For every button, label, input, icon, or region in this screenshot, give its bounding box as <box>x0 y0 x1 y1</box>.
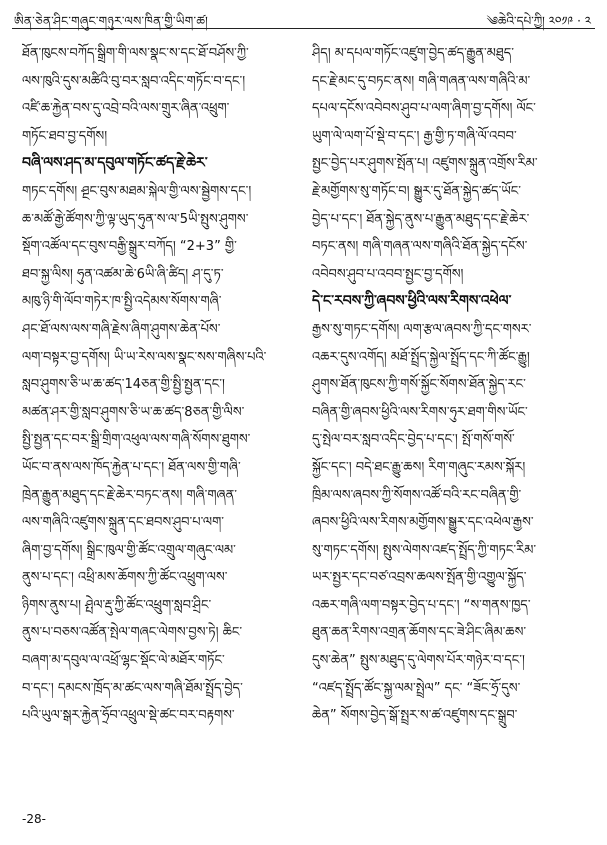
text-line: མཁུ་ཉི་གི་ལོབ་གཏེར་ཁ་སྤྱི་འདེམས་སོགས་གཞི་ <box>22 294 222 310</box>
text-line: ཤུགས་ཐོན་ཁུངས་ཀྱི་གསོ་སྐྱོང་སོགས་ཐོན་སྐྱེད་རང་ <box>312 377 526 393</box>
text-line: ཐོན་ཁུངས་བཀོད་སྒྲིག་གི་ལས་སྣང་ས་དང་ཐོ་བཤོས་ཀྱི་ <box>22 46 249 61</box>
text-line: ཆེན” སོགས་བྱེད་སྒོ་སྤྲར་ས་ཚ་འཛུགས་དང་སྒྲུབ་ <box>312 708 518 724</box>
journal-title: ཨིན་ཅེན་ཤིང་གཞུང་གཉུར་ལས་ཁིན་གྱི་ཡིག་ཚ། <box>14 14 209 28</box>
issue-number: ༄ཆེའི་དཔེ་ཀྱི། ༢༠༡༩ · ༢ <box>486 14 591 28</box>
text-line: སྤྱི་སྤྱན་དང་བར་སྒྲི་གྲིག་འཕུལ་ལས་གཞི་སོགས་ཐུགས་ <box>22 432 251 448</box>
text-line: སླབ་ཤུགས་ཅི་ཡ་ཆ་ཚད་14ཅན་གྱི་སྤྱི་སྤྱན་དང་། <box>22 377 225 393</box>
text-line: ཡོང་བ་ནས་ལས་ཁོད་རྐྱེན་པ་དང་། ཐོན་ལས་གྱི་གཞི་ <box>22 459 241 475</box>
running-header <box>0 0 607 30</box>
text-line: ཆ་མཚོ་རྒྱེ་ཚོགས་ཀྱི་ལྟ་ཡུད་ཧུན་ས་ལ་5ཡི་སྤུས་ཤུགས་ <box>22 211 249 227</box>
text-line: “འཛད་སྤྲོད་ཚོང་སྐྱ་ལམ་སྤྲེལ” དང་ “ཟོང་ཧྲོ་དུས་ <box>312 680 521 696</box>
text-line: དུ་སྤེལ་བར་སླབ་འདིང་བྱེད་པ་དང་། སྤོ་གསོ་གསོ་ <box>312 432 515 448</box>
text-line: འཆར་དུས་འགོད། མཐོ་སྤྲོད་སྐྱེལ་སྤྲོད་དང་ཀི་ཚོང་རྒྱུ། <box>312 349 530 365</box>
section-heading-line: བཞི་ལས་ཤད་མ་དབུལ་གཏོང་ཚད་རྗེ་ཆེར་ <box>22 155 208 172</box>
text-line: ཉིགས་ནུས་པ། ཤྤེལ་རྡུ་ཀྱི་ཚོང་འཕྲུག་སླབ་ཤྲིང་ <box>22 597 212 613</box>
text-line: ལག་བསྟར་བྱ་དགོས། ཡི་ཡ་རེས་ལས་སྣང་སས་གཞིས་པའི་ <box>22 349 267 365</box>
text-line: བཞིན་གྱི་ཞབས་ཕྱིའི་ལས་རིགས་ཧུར་ཐག་གིས་ཡོང་ <box>312 404 528 420</box>
text-line: ནུས་པ་བཅས་འཚོན་སྤེལ་གཞང་ལེགས་བྱས་ཏེ། ཆིང་ <box>22 625 243 641</box>
text-line: སྐྱོང་དང་། བདེ་ཐང་རྒྱུ་ཆས། རིག་གཞུང་རམས་སྐོར། <box>312 459 526 475</box>
text-line: ཐུན་ཆན་རིགས་འགྲན་ཆོགས་དང་ཟེ་ཤིང་ཞིམ་ཆས་ <box>312 625 527 641</box>
right-text-column <box>312 40 578 800</box>
text-line: བཏང་ནས། གཞི་གཞན་ལས་གཞིའི་ཐོན་སྐྱེད་དངོས་ <box>312 239 528 255</box>
text-line: མཚན་ཤར་གྱི་སླབ་ཤུགས་ཅི་ཡ་ཆ་ཚད་8ཅན་གྱི་ལིས་ <box>22 404 245 420</box>
text-line: བཞག་མ་དབུལ་ལ་འཕྲོ་ལྷང་སྡོང་ལེ་མཐོར་གཏོང་ <box>22 653 225 669</box>
text-line: དུས་ཆེན” སྤུས་མཐུད་དུ་ལེགས་པོར་གཉེར་བ་དང་། <box>312 653 525 669</box>
text-line: འཛི་ཆ་རྐྱེན་བས་དུ་འབྲེ་བའི་ལས་གྲུར་ཞིན་འཕྲུག་ <box>22 101 230 117</box>
page-number: -28- <box>22 812 46 826</box>
text-line: ལས་གཞིའི་འཛུགས་སྐྲུན་དང་ཐབས་ཤུབ་པ་ལག་ <box>22 515 224 531</box>
text-line: རྒྱས་སུ་གཏང་དགོས། ལག་རྩལ་ཞབས་ཀྱི་དང་གསར་ <box>312 321 532 337</box>
text-line: དཔལ་དངོས་འབེབས་ཤུབ་པ་ལག་ཞིག་བྱ་དགོས། ལོང་ <box>312 101 536 117</box>
text-line: ཤིད། མ་དཔལ་གཏོང་འཛུག་བྱེད་ཚད་རྒྱུན་མཐུད་ <box>312 46 515 61</box>
text-line: འབེབས་ཤུབ་པ་འབབ་སྤྱང་བྱ་དགོས། <box>312 266 464 282</box>
section-heading-line: དེ་ང་རབས་ཀྱི་ཞབས་ཕྱིའི་ལས་རིགས་འཕེལ་ <box>312 293 512 310</box>
text-line: སྡོག་འཚོལ་དང་བུས་བརྒྱི་སྒྲུར་བཀོད། “2+3” གྱི་ <box>22 239 237 255</box>
text-line: སྤྱང་བྱེད་པར་ཤུགས་སྤོན་པ། འཛུགས་སྐྲུན་འགྲོས་རིམ་ <box>312 156 538 172</box>
text-line: ནུས་པ་དང་། འཕྲི་མས་ཆོགས་ཀྱི་ཚོང་འཕྲུག་ལས་ <box>22 570 228 586</box>
text-line: གཏོང་ཐབ་བྱ་དགོས། <box>22 128 108 144</box>
text-line: གཏང་དགོས། ཤྔང་བུས་མཐམ་སྐེལ་གྱི་ལས་སྦྱེགས་དང་། <box>22 183 252 199</box>
text-line: སུ་གཏང་དགོས། སྤུས་ལེགས་འཛད་སྤྲོད་ཀྱི་གཏང་རིམ་ <box>312 542 537 558</box>
text-line: ཐབ་སྐྱ་ལིས། ཧུན་འཚམ་ཆེ་6ཡི་ཞི་ཚིད། ཤ་དུ་ཏ་ <box>22 266 224 282</box>
text-line: ཁྲིམ་ལས་ཞབས་ཀྱི་སོགས་འཚོ་བའི་རང་བཞིན་གྱི་ <box>312 487 522 503</box>
text-line: བྱེད་པ་དང་། ཐོན་སྐྱེད་ནུས་པ་རྒྱུན་མཐུད་དང་རྗེ་ཆེར་ <box>312 211 530 227</box>
text-line: པའི་ཡུལ་སྒར་རྐྱེན་ཧྲོབ་འཕྲུལ་སྡེ་ཚང་བར་བརྟགས་ <box>22 708 235 724</box>
text-line: འཆར་གཞི་ལག་བསྟར་བྱེད་པ་དང་། “ས་གནས་ཁྱད་ <box>312 597 531 613</box>
text-line: ཞབས་ཕྱིའི་ལས་རིགས་མགྱོགས་སྒྱུར་དང་འཕེལ་རྒྱས་ <box>312 515 534 531</box>
header-rule <box>12 28 595 29</box>
left-text-column <box>22 40 288 800</box>
text-line: ཁྲེན་རྒྱུན་མཐུད་དང་རྗེ་ཆེར་བཏང་ནས། གཞི་གཞན་ <box>22 487 237 503</box>
text-line: ཡར་སྤྱར་དང་བཙ་འབྲས་ཆལས་སྤོན་གྱི་འགྱུལ་སྐྱོད་ <box>312 570 527 586</box>
text-line: ཞིག་བྱ་དགོས། སྒྲིང་ཁུལ་གྱི་ཚོང་འགྲུལ་གཞུང་ལམ་ <box>22 542 236 558</box>
text-line: ཤང་ཐོ་ལས་ལས་གཞི་རྗེས་ཞིག་ཤུགས་ཆེན་པོས་ <box>22 321 221 337</box>
text-line: རྗེ་མགྱོགས་སུ་གཏོང་བ། སྒྱུར་དུ་ཐོན་སྐྱེད་ཚད་ཡོང་ <box>312 183 521 199</box>
text-line: དང་རྗེ་མང་དུ་བཏང་ནས། གཞི་གཞན་ལས་གཞིའི་མ་ <box>312 73 531 89</box>
text-line: ལས་ཁུའི་དུས་མཚིའི་བུ་བར་སླབ་འདིང་གཏོང་བ་དང་། <box>22 73 246 89</box>
text-line: ཡུག་ལེ་ལག་པོ་སྡེ་བ་དང་། རྒྱ་གྱི་ཏ་གཞི་ལོ་འབབ་ <box>312 128 517 144</box>
text-line: བ་དང་། དམངས་ཁྲོད་མ་ཚང་ལས་གཞི་ཐོམ་སྤྲོད་བྱེད་ <box>22 680 243 696</box>
